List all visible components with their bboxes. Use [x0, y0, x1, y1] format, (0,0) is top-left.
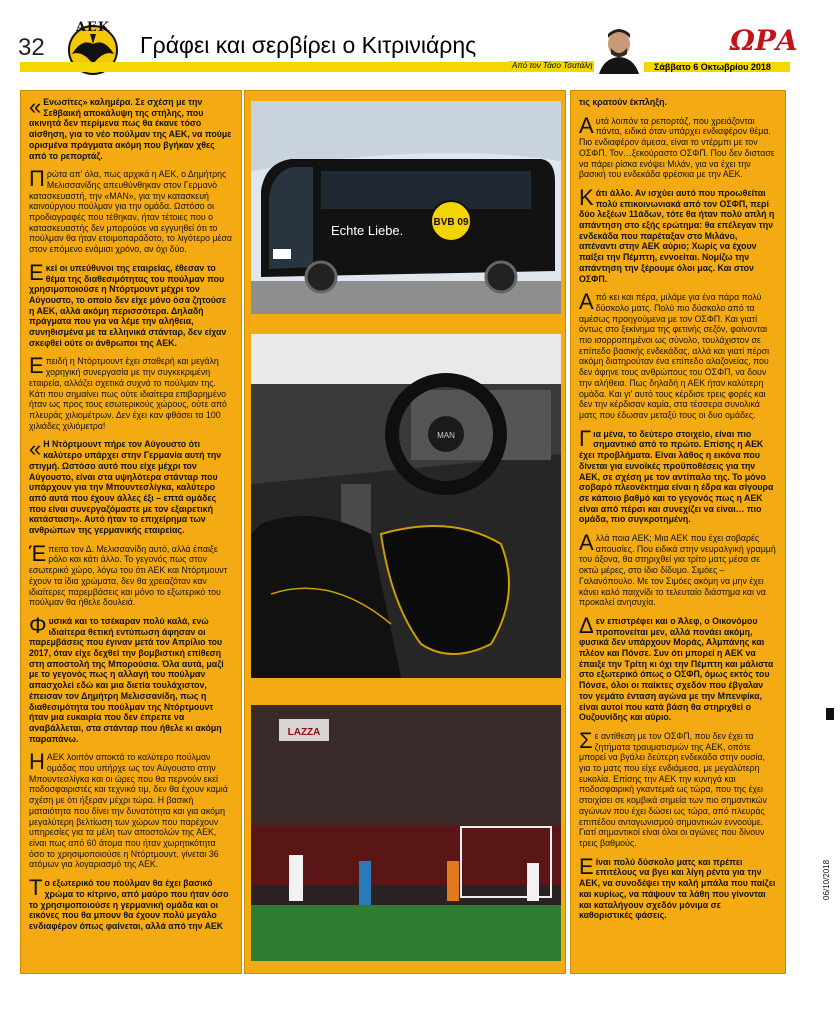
page-title: Γράφει και σερβίρει ο Κιτρινιάρης — [140, 32, 477, 58]
paragraph: Πρώτα απ' όλα, πως αρχικά η ΑΕΚ, ο Δημήτρης Μελισσανίδης απευθύνθηκαν στον Γερμανό κατασκευαστή, την «ΜΑΝ», για την κατασκευή καινούργιου πούλμαν για την ομάδα. Ωστόσο οι προδιαγραφές που τέθηκαν, ήταν τέτοιες που ο κατασκευαστής δεν μπορούσε να εγγυηθεί ότι το πούλμαν θα ήταν ετοιμοπαράδοτο, το λιγότερο μέσα στον επόμενο ενάμισι χρόνο, αν όχι δύο. — [29, 166, 232, 255]
dropcap: Τ — [29, 875, 43, 901]
paragraph: ΗΑΕΚ λοιπόν αποκτά το καλύτερο πούλμαν ομάδας που υπήρχε ως τον Αύγουστο στην Μπουντεσλίγκα και οι ώρες που θα περνούν εκεί ποδοσφαιριστές και τεχνικό τιμ, δεν θα έχουν καμιά σχέση με ότι ήξεραν μέχρι τώρα. Η βασική ματαιότητα που δίνει την δυνατότητα και για ακόμη μεγαλύτερη βελτίωση των χώρων που παρέχουν υπηρεσίες για τα μέλη των αποστολών της ΑΕΚ, είναι πως από 60 άτομα που ήταν χωρητικότητα όσο το χρησιμοποιούσε η Ντόρτμουντ, γίνεται 36 ατόμων για λογαριασμό της ΑΕΚ. — [29, 749, 228, 870]
dropcap: Έ — [29, 540, 47, 566]
page-number: 32 — [18, 34, 45, 61]
dropcap: Α — [579, 530, 594, 556]
author-photo — [594, 24, 644, 74]
dropcap: Γ — [579, 425, 592, 451]
dropcap: Ε — [579, 853, 594, 879]
paragraph: Εκεί οι υπεύθυνοι της εταιρείας, έθεσαν το θέμα της διαθεσιμότητας του πούλμαν που χρησιμοποιούσε η Ντόρτμουντ μέχρι τον Αύγουστο, το οποίο δεν είχε μόνο όσα ζητούσε η ΑΕΚ, αλλά ακόμη περισσότερα. Δηλαδή πράγματα που για να λέμε την αλήθεια, συνηθισμένα με τα ελληνικά στάνταρ, δεν είχαν σκεφθεί ούτε οι άνθρωποι της ΑΕΚ. — [29, 259, 227, 348]
stand-banner: LAZZA — [287, 727, 321, 738]
dropcap: Κ — [579, 184, 594, 210]
paragraph: Έπειτα τον Δ. Μελισσανίδη αυτό, αλλά έπαιξε ρόλο και κάτι άλλο. Το γεγονός πως στον εσωτερικό χώρο, λόγω του ότι ΑΕΚ και Ντόρτμουντ έχουν τα ίδια χρώματα, δεν θα χρειαζόταν καν ιδιαίτερες παρεμβάσεις και μόνο το εξωτερικό του πούλμαν θα ήθελε δουλειά. — [29, 540, 228, 608]
dropcap: Φ — [29, 612, 47, 638]
brand-logo: ΩΡΑ — [730, 24, 798, 57]
logo-text: ΑΕΚ — [75, 20, 111, 35]
paragraph: Κάτι άλλο. Αν ισχύει αυτό που προωθείται πολύ επικοινωνιακά από τον ΟΣΦΠ, περί δύο λεξέων 11άδων, τότε θα ήταν πολύ απλή η απάντηση στο εξής ερώτημα: θα επέλεγαν την ενδεκάδα που παρέταξαν στο Μιλάνο, απέναντι στην ΑΕΚ αύριο; Χωρίς να έχουν παίξει την Πέμπτη, εννοείται. Νομίζω την απάντηση την ξέρουμε όλοι μας. Και στον ΟΣΦΠ. — [579, 184, 775, 284]
paragraph: τις κρατούν έκπληξη. — [579, 97, 667, 107]
paragraph: Από κει και πέρα, μιλάμε για ένα πάρα πολύ δύσκολο ματς. Πολύ πιο δύσκολο από τα αμέσως προηγούμενα με τον ΟΣΦΠ. Και γιατί όντως στο ξεκίνημα της φετινής σεζόν, φαίνονται πιο ισορροπημένοι ως σύνολο, τουλάχιστον σε επίπεδο βασικής ενδεκάδας, αλλά και γιατί πέρσι ακόμη διατηρούταν ένα επίπεδο αλαζονείας, που δεν άφηνε τους ανθρώπους του ΟΣΦΠ, να δουν την αλήθεια. Πως δηλαδή η ΑΕΚ ήταν καλύτερη ομάδα. Και γι' αυτό τους κέρδισε τρεις φορές και δεν την κέρδισαν καμία, στα τέσσερα συνολικά ματς που έδωσαν μεταξύ τους οι δυο ομάδες. — [579, 289, 770, 420]
paragraph: « Ενωσίτες» καλημέρα. Σε σχέση με την Σεθβαική αποκάλυψη της στήλης, που ακινητά δεν περίμενα πως θα έκανε τόσο αίσθηση, για το νέο πούλμαν της ΑΕΚ, να πούμε ορισμένα πράγματα ακόμη που βγήκαν χθες από το ρεπορτάζ. — [29, 94, 232, 161]
paragraph: Για μένα, το δεύτερο στοιχείο, είναι πιο σημαντικό από το πρώτο. Επίσης η ΑΕΚ έχει προβλήματα. Είναι λάθος η εικόνα που δίνεται για ευνοϊκές προϋποθέσεις για την ΑΕΚ, σε σχέση με τον αντίπαλο της. Το μόνο σοβαρό πλεονέκτημα είναι η έδρα και σίγουρα σε κάποιο βαθμό και το γεγονός πως η ΑΕΚ είναι από πέρσι και συνεχίζει να είναι… πιο ομάδα, πιο συγκροτημένη. — [579, 425, 774, 525]
paragraph: Το εξωτερικό του πούλμαν θα έχει βασικό χρώμα το κίτρινο, από μαύρο που ήταν όσο το χρησιμοποιούσε η γερμανική ομάδα και οι εικόνες που θα μπουν θα έχουν πολύ μεγάλο ενδιαφέρον όπως φαίνεται, αλλά από την ΑΕΚ — [29, 875, 229, 931]
dropcap: Α — [579, 289, 594, 315]
paragraph: Αυτά λοιπόν τα ρεπορτάζ, που χρειάζονται πάντα, ειδικά όταν υπάρχει ενδιαφέρον θέμα. Πιο ενδιαφέρον άμεσα, είναι το ντέρμπι με τον ΟΣΦΠ. Τον…ξεκούραστο ΟΣΦΠ. Που δεν διστασε να πάρει ρίσκα ενόψει Μιλάν, για να έχει την βασική του ενδεκάδα φρέσκια με την ΑΕΚ. — [579, 112, 775, 180]
scan-date: 06/10/2018 — [822, 859, 831, 900]
paragraph: Δεν επιστρέφει και ο Άλεφ, ο Οικονόμου προπονείται μεν, αλλά πονάει ακόμη, φυσικά δεν υπάρχουν Μοράς, Αλμπάνης και πλέον και Πόνσε. Συν ότι μπορεί η ΑΕΚ να έπαιξε την Τρίτη κι όχι την Πέμπτη και μάλιστα στο εξωτερικό όπως ο ΟΣΦΠ, όμως εκτός του Πόνσε, όλοι οι παίκτες σχεδόν που έβγαλαν τον γεμάτο ένταση αγώνα με την Μπενφίκα, είναι αυτοί που κατά βάση θα στηριχθεί ο Ουζουνίδης και αύριο. — [579, 612, 774, 723]
paragraph: Επειδή η Ντόρτμουντ έχει σταθερή και μεγάλη χορηγική συνεργασία με την συγκεκριμένη εταιρεία, αλλάζει σχετικά συχνά το πούλμαν της. Κάτι που σημαίνει πως ούτε ιδιαίτερα επιβαρημένο ήταν ως προς τους εσωτερικούς χώρους, ούτε από πλευράς χιλιομέτρων. Δεν έχει καν φθάσει τα 100 χιλιάδες χιλιόμετρα! — [29, 353, 227, 431]
match-photo — [251, 705, 561, 961]
bus-interior-photo — [251, 334, 561, 678]
dropcap: Α — [579, 112, 594, 138]
dropcap: Η — [29, 749, 45, 775]
article-right-column — [570, 90, 786, 974]
dropcap: Δ — [579, 612, 594, 638]
dropcap: Π — [29, 166, 45, 192]
article-left-column — [20, 90, 242, 974]
paragraph: Σε αντίθεση με τον ΟΣΦΠ, που δεν έχει τα ζητήματα τραυματισμών της ΑΕΚ, οπότε μπορεί να βγάλει δεύτερη ενδεκάδα στην ουσία, για το ματς που είχε ενδιάμεσα, με μεγαλύτερη ευκολία. Επίσης την ΑΕΚ την κυνηγά και ποδοσφαιρική γκαντεμιά ως τώρα, που της έχει στοιχίσει σε κομβικά σημεία των πιο σημαντικών αγώνων που έχει δώσει ως τώρα, από πλευράς επιπέδου ανταγωνισμού σημαντικών εννοούμε. Γιατί σημαντικοί είναι όλοι οι αγώνες που δίνουν τρεις βαθμούς. — [579, 727, 767, 848]
steering-wheel-logo: MAN — [437, 431, 455, 440]
page-header — [0, 0, 840, 80]
bus-exterior-photo — [251, 101, 561, 314]
dropcap: « — [29, 94, 42, 119]
margin-marker — [826, 708, 834, 720]
paragraph: Είναι πολύ δύσκολο ματς και πρέπει επιτέλους να βγει και λίγη ρέντα για την ΑΕΚ, να συνοδέψει την καλή μπάλα που παίζει και κυρίως, να πάψουν τα λάθη που γίνονται και καταλήγουν σχεδόν μόνιμα σε καθοριστικές φάσεις. — [579, 853, 776, 921]
dropcap: Ε — [29, 353, 44, 379]
paragraph: Φυσικά και το τσέκαραν πολύ καλά, ενώ ιδιαίτερα θετική εντύπωση άφησαν οι παρεμβάσεις που έγιναν μετά τον Απρίλιο του 2017, όταν είχε δεχθεί την βομβιστική επίθεση στη αποστολή της Μπορούσια. Όλα αυτά, μαζί με το γεγονός πως η αλλαγή του πούλμαν απασχολεί εδώ και μια διετία τουλάχιστον, έπεισαν τον Δημήτρη Μελισσανίδη, πως η διαθεσιμότητα του πούλμαν της Ντόρτμουντ ήταν μια ευκαιρία που δεν έπρεπε να αναβάλλεται, στα στάνταρ που ήθελε κι ακόμη παραπάνω. — [29, 612, 224, 744]
dropcap: Σ — [579, 727, 593, 753]
paragraph: Αλλά ποια ΑΕΚ; Μια ΑΕΚ που έχει σοβαρές απουσίες. Που ειδικά στην νευραλγική γραμμή του άξονα, θα στηριχθεί για τρίτο ματς μέσα σε οκτώ μέρες, στο ίδιο δίδυμο. Σιμόες – Γαλανόπουλο. Με τον Σιμόες ακόμη να μην έχει κάνει καλό παιχνίδι το τελευταίο διάστημα και να προκαλεί ανησυχία. — [579, 530, 776, 608]
bus-windshield-text: Echte Liebe. — [331, 223, 404, 238]
dropcap: Ε — [29, 259, 44, 285]
byline: Από τον Τάσο Τσατάλη — [508, 61, 597, 70]
bus-club-logo: BVB 09 — [433, 217, 469, 228]
paragraph: « Η Ντόρτμουντ πήρε τον Αύγουστο ότι καλύτερο υπάρχει στην Γερμανία αυτή την στιγμή. Ωστόσο αυτό που είχε μέχρι τον Αύγουστο, είναι στα υψηλότερα στάνταρ που υπάρχουν για την Μπουντεσλίγκα, καλύτερο από αυτά που έχουν άλλες έξι – επτά ομάδες που είναι συνεργαζόμαστε με τον εξαιρετική κατάσταση». Αυτό ήταν το επιχείρημα των ανθρώπων της γερμανικής εταιρείας. — [29, 436, 222, 536]
issue-date: Σάββατο 6 Οκτωβρίου 2018 — [654, 62, 771, 72]
photo-column — [244, 90, 566, 974]
dropcap: « — [29, 436, 42, 462]
